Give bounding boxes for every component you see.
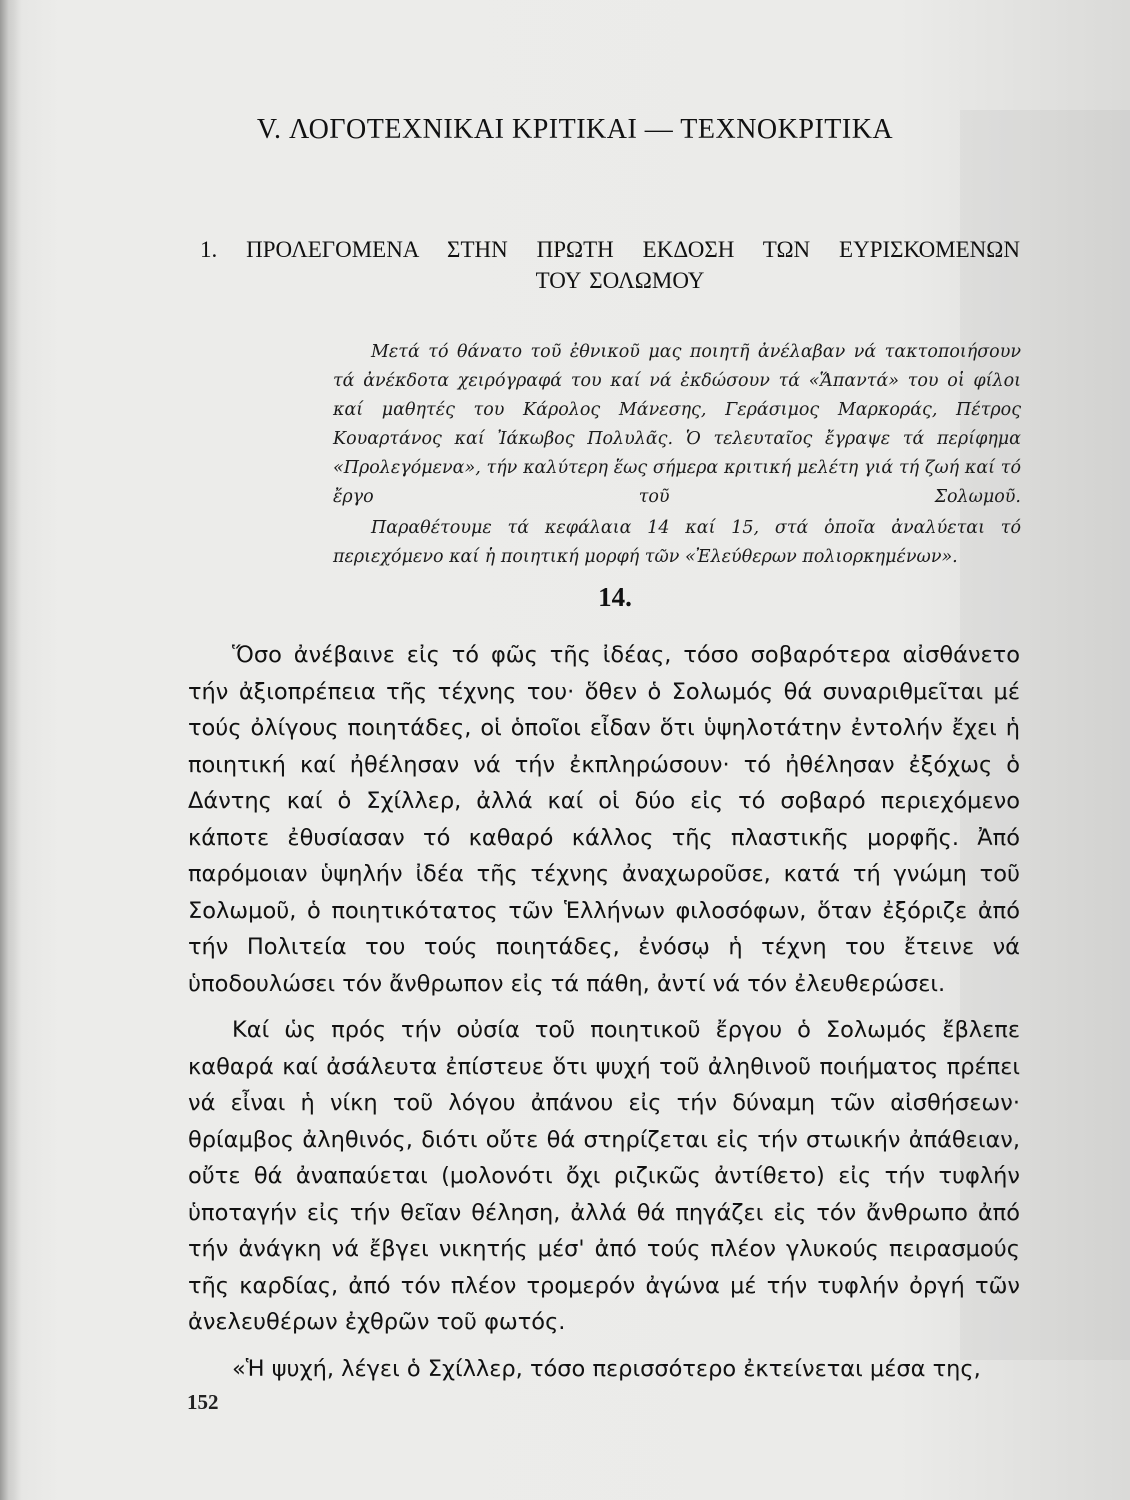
intro-paragraph: Μετά τό θάνατο τοῦ ἐθνικοῦ μας ποιητῆ ἀνέλαβαν νά τακτοποιήσουν τά ἀνέκδοτα χειρόγραφά του καί νά ἐκδώσουν τά «Ἅπαντά» του οἱ φίλοι καί μαθητές του Κάρολος Μάνεσης, Γεράσιμος Μαρκοράς, Πέτρος Κουαρτάνος καί Ἰάκωβος Πολυλᾶς. Ὁ τελευταῖος ἔγραψε τά περίφημα «Προλεγόμενα», τήν καλύτερη ἕως σήμερα κριτική μελέτη γιά τή ζωή καί τό ἔργο τοῦ Σολωμοῦ. [333,342,1021,507]
section-title-line-2: ΤΟΥ ΣΟΛΩΜΟΥ [535,268,705,293]
body-text [188,637,1020,1387]
page-number: 152 [187,1390,219,1414]
body-paragraph: «Ἡ ψυχή, λέγει ὁ Σχίλλερ, τόσο περισσότερο ἐκτείνεται μέσα της, [232,1355,981,1382]
section-title [200,234,1020,296]
page-gutter-shadow [0,0,22,1500]
intro-paragraph: Παραθέτουμε τά κεφάλαια 14 καί 15, στά ὁποῖα ἀναλύεται τό περιεχόμενο καί ἡ ποιητική μορφή τῶν «Ἐλεύθερων πολιορκημένων». [333,518,1021,567]
body-paragraph: Καί ὡς πρός τήν οὐσία τοῦ ποιητικοῦ ἔργου ὁ Σολωμός ἔβλεπε καθαρά καί ἀσάλευτα ἐπίστευε ὅτι ψυχή τοῦ ἀληθινοῦ ποιήματος πρέπει νά εἶναι ἡ νίκη τοῦ λόγου ἀπάνου εἰς τήν δύναμη τῶν αἰσθήσεων· θρίαμβος ἀληθινός, διότι οὔτε θά στηρίζεται εἰς τήν στωικήν ἀπάθειαν, οὔτε θά ἀναπαύεται (μολονότι ὄχι ριζικῶς ἀντίθετο) εἰς τήν τυφλήν ὑποταγήν εἰς τήν θεῖαν θέληση, ἀλλά θά πηγάζει εἰς τόν ἄνθρωπο ἀπό τήν ἀνάγκη νά ἔβγει νικητής μέσ' ἀπό τούς πλέον γλυκούς πειρασμούς τῆς καρδίας, ἀπό τόν πλέον τρομερόν ἀγώνα μέ τήν τυφλήν ὀργή τῶν ἀνελευθέρων ἐχθρῶν τοῦ φωτός. [188,1017,1020,1335]
section-title-line-1: 1. ΠΡΟΛΕΓΟΜΕΝΑ ΣΤΗΝ ΠΡΩΤΗ ΕΚΔΟΣΗ ΤΩΝ ΕΥΡΙΣΚΟΜΕΝΩΝ [200,237,1020,262]
chapter-title: V. ΛΟΓΟΤΕΧΝΙΚΑΙ ΚΡΙΤΙΚΑΙ — ΤΕΧΝΟΚΡΙΤΙΚΑ [256,114,894,145]
editorial-introduction [333,338,1021,572]
body-paragraph: Ὅσο ἀνέβαινε εἰς τό φῶς τῆς ἰδέας, τόσο σοβαρότερα αἰσθάνετο τήν ἀξιοπρέπεια τῆς τέχνης του· ὅθεν ὁ Σολωμός θά συναριθμεῖται μέ τούς ὀλίγους ποιητάδες, οἱ ὁποῖοι εἶδαν ὅτι ὑψηλοτάτην ἐντολήν ἔχει ἡ ποιητική καί ἠθέλησαν νά τήν ἐκπληρώσουν· τό ἠθέλησαν ἐξόχως ὁ Δάντης καί ὁ Σχίλλερ, ἀλλά καί οἱ δύο εἰς τό σοβαρό περιεχόμενο κάποτε ἐθυσίασαν τό καθαρό κάλλος τῆς πλαστικῆς μορφῆς. Ἀπό παρόμοιαν ὑψηλήν ἰδέα τῆς τέχνης ἀναχωροῦσε, κατά τή γνώμη τοῦ Σολωμοῦ, ὁ ποιητικότατος τῶν Ἑλλήνων φιλοσόφων, ὅταν ἐξόριζε ἀπό τήν Πολιτεία του τούς ποιητάδες, ἐνόσῳ ἡ τέχνη του ἔτεινε νά ὑποδουλώσει τόν ἄνθρωπον εἰς τά πάθη, ἀντί νά τόν ἐλευθερώσει. [188,642,1020,997]
paragraph-number: 14. [598,582,632,612]
